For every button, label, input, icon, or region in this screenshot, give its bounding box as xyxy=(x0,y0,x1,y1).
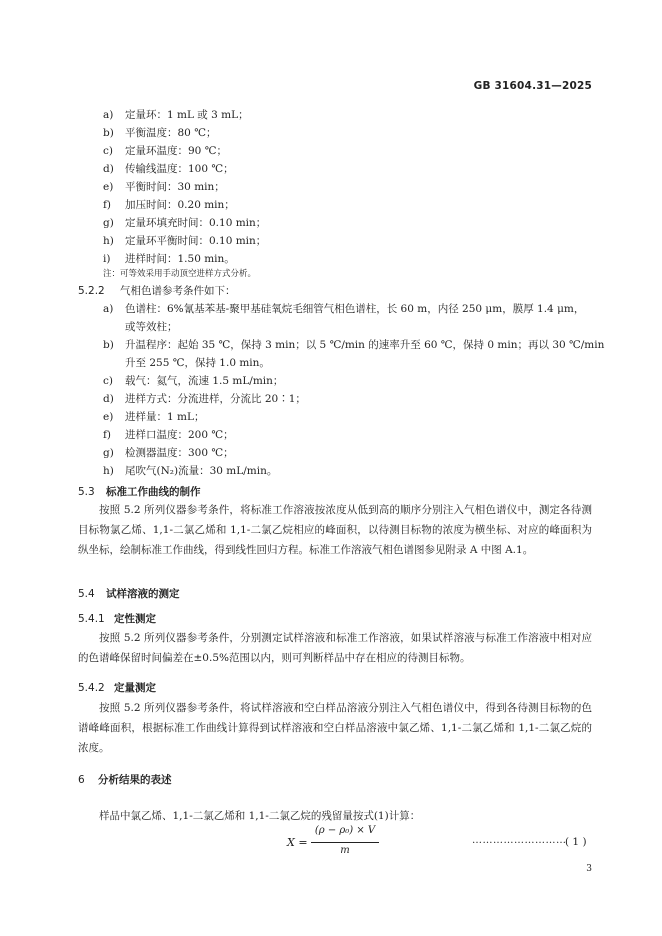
list-text: 升温程序：起始 35 ℃，保持 3 min；以 5 ℃/min 的速率升至 60 ℃，保持 0 min；再以 30 ℃/min xyxy=(125,339,605,351)
equation-number: ( 1 ) xyxy=(565,836,587,848)
list-text: 加压时间：0.20 min； xyxy=(125,199,235,211)
list-text: 进样时间：1.50 min。 xyxy=(125,253,235,265)
standard-number: GB 31604.31—2025 xyxy=(473,80,592,92)
list-text: 检测器温度：300 ℃； xyxy=(125,447,234,459)
section-title: 标准工作曲线的制作 xyxy=(106,486,201,498)
list-marker: a) xyxy=(103,109,114,121)
section-title: 气相色谱参考条件如下： xyxy=(120,285,236,297)
list-marker: b) xyxy=(103,127,114,139)
equation-leader-dots: ……………………… xyxy=(472,835,567,846)
list-marker: h) xyxy=(103,465,114,477)
equation-denominator: m xyxy=(340,845,350,856)
section-heading xyxy=(78,587,180,601)
list-marker: a) xyxy=(103,303,114,315)
section-number: 5.2.2 xyxy=(78,285,105,297)
list-text: 传输线温度：100 ℃； xyxy=(125,163,234,175)
list-text-continued: 升至 255 ℃，保持 1.0 min。 xyxy=(125,357,270,369)
section-title: 试样溶液的测定 xyxy=(106,588,180,600)
list-marker: f) xyxy=(103,429,111,441)
section-heading xyxy=(78,773,172,787)
section-heading xyxy=(78,681,156,695)
section-title: 定量测定 xyxy=(114,682,156,694)
section-heading xyxy=(78,612,156,626)
list-marker: i) xyxy=(103,253,111,265)
list-text: 定量环平衡时间：0.10 min； xyxy=(125,235,267,247)
section-paragraph: 按照 5.2 所列仪器参考条件，将标准工作溶液按浓度从低到高的顺序分别注入气相色谱仪中，测定各待测目标物氯乙烯、1,1-二氯乙烯和 1,1-二氯乙烷相应的峰面积，以待测目标物的浓度为横坐标、对应的峰面积为纵坐标，绘制标准工作曲线，得到线性回归方程。标准工作溶液气相色谱图参见附录 A 中图 A.1。 xyxy=(78,504,592,556)
list-text: 平衡温度：80 ℃； xyxy=(125,127,217,139)
section-number: 5.3 xyxy=(78,486,95,498)
list-text: 载气：氦气，流速 1.5 mL/min； xyxy=(125,375,284,387)
list-marker: f) xyxy=(103,199,111,211)
list-marker: g) xyxy=(103,447,114,459)
section-heading xyxy=(78,284,236,298)
list-marker: e) xyxy=(103,181,114,193)
note: 注：可等效采用手动顶空进样方式分析。 xyxy=(103,269,257,279)
list-text: 进样量：1 mL； xyxy=(125,411,205,423)
list-marker: d) xyxy=(103,163,114,175)
section-number: 5.4.2 xyxy=(78,682,105,694)
section-paragraph: 按照 5.2 所列仪器参考条件，将试样溶液和空白样品溶液分别注入气相色谱仪中，得到各待测目标物的色谱峰峰面积，根据标准工作曲线计算得到试样溶液和空白样品溶液中氯乙烯、1,1-二氯乙烯和 1,1-二氯乙烷的浓度。 xyxy=(78,702,592,754)
section-number: 5.4 xyxy=(78,588,95,600)
list-marker: c) xyxy=(103,145,113,157)
section-paragraph: 样品中氯乙烯、1,1-二氯乙烯和 1,1-二氯乙烷的残留量按式(1)计算： xyxy=(99,810,421,822)
section-title: 分析结果的表述 xyxy=(98,774,172,786)
list-marker: e) xyxy=(103,411,114,423)
list-text: 定量环填充时间：0.10 min； xyxy=(125,217,267,229)
list-text: 定量环：1 mL 或 3 mL； xyxy=(125,109,249,121)
section-title: 定性测定 xyxy=(114,613,156,625)
equation-numerator: (ρ − ρ₀) × V xyxy=(314,825,376,836)
list-text: 色谱柱：6%氰基苯基-聚甲基硅氧烷毛细管气相色谱柱，长 60 m，内径 250 μm，膜厚 1.4 μm， xyxy=(125,303,585,315)
list-text: 进样方式：分流进样，分流比 20∶1； xyxy=(125,393,306,405)
list-text: 进样口温度：200 ℃； xyxy=(125,429,234,441)
fraction-bar xyxy=(311,842,379,843)
page-number: 3 xyxy=(586,864,592,874)
equation-lhs: X = xyxy=(287,836,308,849)
list-marker: h) xyxy=(103,235,114,247)
list-text: 尾吹气(N₂)流量：30 mL/min。 xyxy=(125,465,278,477)
list-marker: g) xyxy=(103,217,114,229)
list-marker: d) xyxy=(103,393,114,405)
section-number: 6 xyxy=(78,774,85,786)
section-paragraph: 按照 5.2 所列仪器参考条件，分别测定试样溶液和标准工作溶液，如果试样溶液与标准工作溶液中相对应的色谱峰保留时间偏差在±0.5%范围以内，则可判断样品中存在相应的待测目标物。 xyxy=(78,632,592,664)
list-text-continued: 或等效柱； xyxy=(125,321,178,333)
list-text: 定量环温度：90 ℃； xyxy=(125,145,227,157)
list-text: 平衡时间：30 min； xyxy=(125,181,225,193)
section-number: 5.4.1 xyxy=(78,613,105,625)
section-heading xyxy=(78,485,201,499)
list-marker: b) xyxy=(103,339,114,351)
list-marker: c) xyxy=(103,375,113,387)
